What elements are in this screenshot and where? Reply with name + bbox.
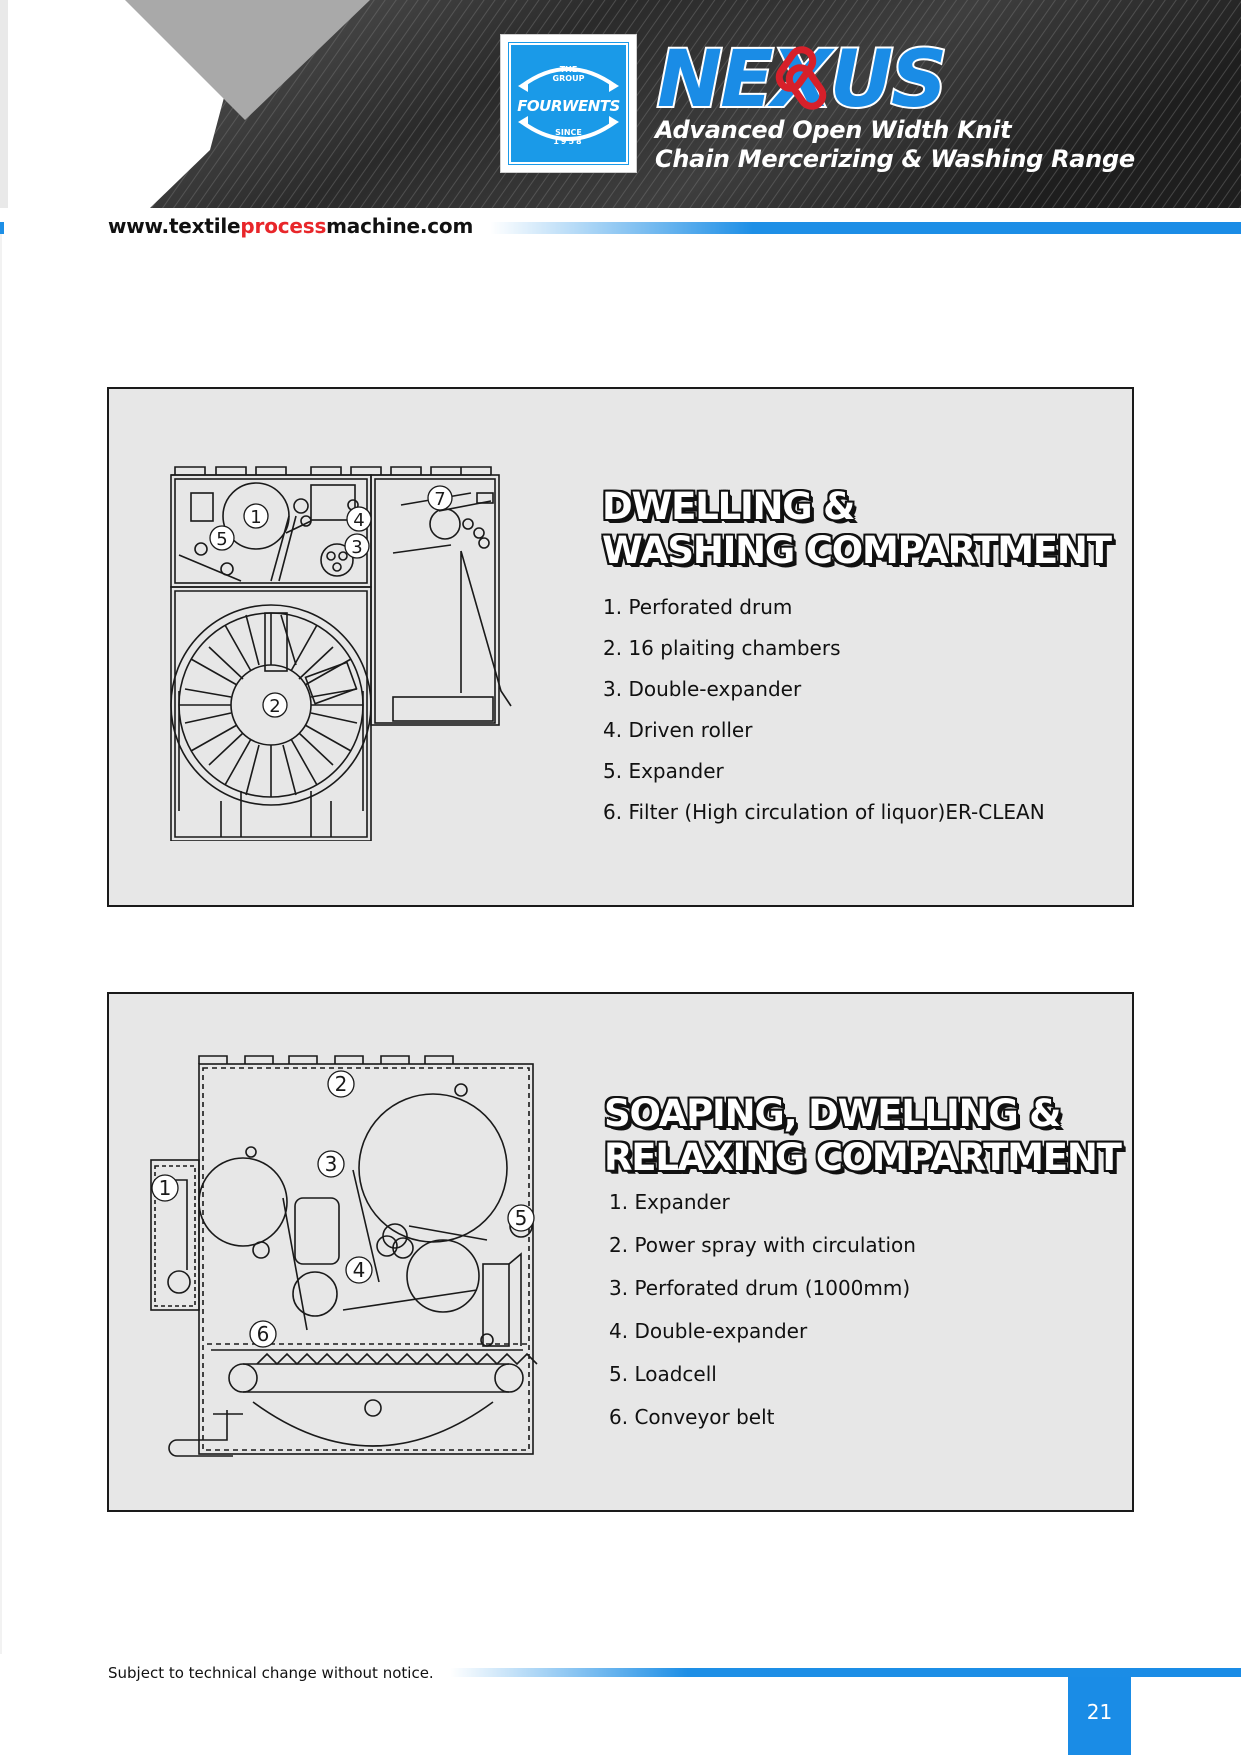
dwelling-washing-panel (107, 387, 1134, 907)
list-item: 1. Perforated drum (603, 595, 793, 619)
panel1-item-list (603, 595, 1045, 824)
list-item: 2. 16 plaiting chambers (603, 636, 841, 660)
soaping-relaxing-panel (107, 992, 1134, 1512)
dwelling-washing-diagram (161, 461, 571, 841)
panel2-heading (604, 1092, 1121, 1180)
list-item: 2. Power spray with circulation (609, 1233, 916, 1257)
list-item: 4. Double-expander (609, 1319, 808, 1343)
brand-subtitle-line2: Chain Mercerizing & Washing Range (655, 145, 1135, 173)
list-item: 5. Expander (603, 759, 724, 783)
panel1-heading-line2: WASHING COMPARTMENT (602, 529, 1111, 572)
disclaimer-text: Subject to technical change without notice. (108, 1664, 434, 1682)
list-item: 6. Filter (High circulation of liquor)ER-CLEAN (603, 800, 1045, 824)
list-item: 1. Expander (609, 1190, 730, 1214)
side-rule (0, 234, 2, 1654)
diagram1-label-4: 4 (353, 510, 365, 531)
diagram2-label-2: 2 (334, 1072, 348, 1096)
list-item: 4. Driven roller (603, 718, 753, 742)
diagram2-label-3: 3 (324, 1152, 338, 1176)
header-accent-bar (490, 222, 1241, 234)
diagram2-label-5: 5 (514, 1206, 528, 1230)
soaping-relaxing-diagram (147, 1050, 557, 1470)
diagram1-label-2: 2 (269, 696, 281, 717)
website-link[interactable] (108, 214, 473, 238)
diagram1-label-7: 7 (434, 489, 446, 510)
diagram1-label-3: 3 (351, 537, 363, 558)
page-header (0, 0, 1241, 208)
brand-subtitle-line1: Advanced Open Width Knit (655, 116, 1012, 144)
logo-name: FOURWENTS (517, 97, 620, 115)
diagram1-label-5: 5 (216, 529, 228, 550)
website-prefix: www.textile (108, 214, 241, 238)
company-logo (500, 34, 637, 173)
top-hoods (171, 467, 491, 475)
logo-since: SINCE (555, 128, 582, 137)
list-item: 3. Perforated drum (1000mm) (609, 1276, 911, 1300)
logo-the: THE (559, 65, 578, 74)
list-item: 5. Loadcell (609, 1362, 717, 1386)
logo-group: GROUP (552, 74, 585, 83)
logo-badge (508, 42, 629, 165)
brand-wordmark (655, 30, 995, 120)
panel1-heading (602, 485, 1111, 573)
website-highlight: process (240, 214, 327, 238)
diagram2-label-1: 1 (158, 1176, 172, 1200)
list-item: 6. Conveyor belt (609, 1405, 775, 1429)
panel2-heading-line2: RELAXING COMPARTMENT (604, 1136, 1121, 1179)
logo-year: 1958 (553, 137, 584, 146)
panel2-heading-line1: SOAPING, DWELLING & (604, 1092, 1061, 1135)
list-item: 3. Double-expander (603, 677, 802, 701)
diagram2-label-4: 4 (352, 1258, 366, 1282)
panel2-item-list (609, 1190, 916, 1429)
page-number: 21 (1068, 1677, 1131, 1755)
diagram2-label-6: 6 (256, 1322, 270, 1346)
website-suffix: machine.com (326, 214, 474, 238)
panel1-heading-line1: DWELLING & (602, 485, 855, 528)
diagram1-label-1: 1 (250, 507, 262, 528)
footer-accent-bar (450, 1668, 1241, 1677)
left-accent-bar (0, 222, 4, 234)
brand-name: NEXUS (657, 35, 946, 120)
